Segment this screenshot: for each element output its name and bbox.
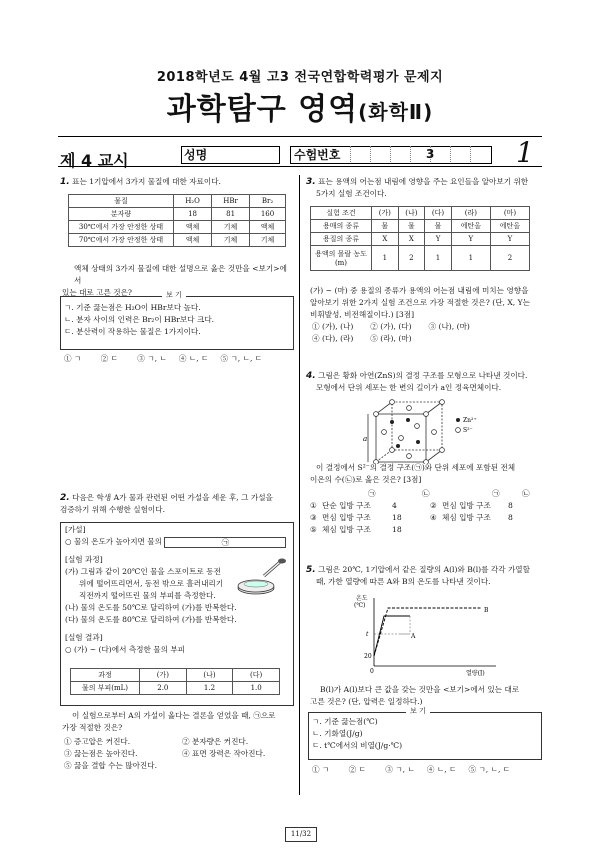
header-bottom-rule (58, 166, 542, 167)
q5-bogi-title: 보 기 (406, 706, 430, 716)
question-number: 1. (60, 177, 70, 187)
subject-name: (화학Ⅱ) (358, 100, 434, 124)
q1-choices[interactable]: ① ㄱ ② ㄷ ③ ㄱ, ㄴ ④ ㄴ, ㄷ ⑤ ㄱ, ㄴ, ㄷ (64, 354, 263, 363)
table-row: 용매의 종류 물 물 물 에탄올 에탄올 (311, 220, 530, 233)
question-2: 2. 다음은 학생 A가 물과 관련된 어떤 가설을 세운 후, 그 가설을 검증하기 위해 수행한 실험이다. (60, 493, 273, 514)
question-4: 4. 그림은 황화 아연(ZnS)의 결정 구조를 모형으로 나타낸 것이다. 모형에서 단위 세포는 한 변의 길이가 a인 정육면체이다. (306, 371, 528, 392)
q5-prompt: B(l)가 A(l)보다 큰 값을 갖는 것만을 <보기>에서 있는 대로 고른 것은? (단, 압력은 일정하다.) (310, 685, 520, 706)
svg-text:20: 20 (364, 653, 372, 660)
q1-table (68, 194, 286, 247)
zns-crystal-figure (362, 398, 488, 464)
q2-prompt: 이 실험으로부터 A의 가설이 옳다는 결론을 얻었을 때, ㉠으로 가장 적절한 것은? (62, 711, 276, 732)
question-1 (60, 176, 292, 188)
question-number: 5. (306, 565, 316, 575)
bogi-item: ㄴ. 기화열(J/g) (312, 729, 363, 738)
q3-prompt: (가) ~ (마) 중 용질의 종류가 용액의 어는점 내림에 미치는 영향을 알아보기 위한 2가지 실험 조건으로 가장 적절한 것은? (단, X, Y는 비휘발성, 비전해질이다.) [3점] (310, 286, 530, 319)
subject-title (0, 84, 600, 128)
q2-experiment: [가설] ○ 물의 온도가 높아지면 물의 ㉠ [실험 과정] (가) 그림과 같이 20℃인 물을 스포이트로 동전 위에 떨어뜨리면서, 동전 밖으로 흘러내리기 직전까지 떨어뜨린 물의 부피를 측정한다. (나) 물의 온도를 50℃로 달리하여 (가)를 반복한다. (다) 물의 온도를 80℃로 달리하여 (가)를 반복한다. [실험 결과] ○ (가) ~ (다)에서 측정한 물의 부피 (65, 524, 291, 656)
table-row: 분자량 18 81 160 (69, 208, 286, 221)
q4-prompt: 이 결정에서 S²⁻의 결정 구조(㉠)와 단위 세포에 포함된 전체 이온의 수(㉡)로 옳은 것은? [3점] (310, 463, 516, 484)
table-header: 실험 조건 (311, 207, 372, 220)
question-number: 3. (306, 177, 316, 187)
q2-choices[interactable]: ① 증고압은 커진다. ② 분자량은 커진다. ③ 끓는점은 높아진다. ④ 표면 장력은 작아진다. ⑤ 끓을 결합 수는 많아진다. (64, 737, 266, 770)
svg-text:0: 0 (370, 668, 374, 675)
period-label: 제 4 교시 (60, 151, 129, 170)
table-row: 용액의 몰랄 농도(m) 1 2 1 1 2 (311, 246, 530, 271)
legend-zn: Zn²⁺ (463, 417, 477, 424)
table-header: 물질 (69, 195, 174, 208)
table-header: (다) (233, 669, 280, 682)
table-row: 30℃에서 가장 안정한 상태 액체 기체 액체 (69, 221, 286, 234)
q1-bogi-list (64, 302, 290, 338)
bogi-item: ㄷ. 분산력이 작용하는 물질은 1가지이다. (64, 327, 201, 336)
table-row: 용질의 종류 X X Y Y Y (311, 233, 530, 246)
edge-label: a (363, 435, 368, 443)
exam-number-cells (350, 146, 490, 162)
question-5: 5. 그림은 20℃, 1기압에서 같은 질량의 A(l)와 B(l)를 각각 가열할 때, 가한 열량에 따른 A와 B의 온도를 나타낸 것이다. (306, 565, 530, 586)
bogi-item: ㄷ. t℃에서의 비열(J/g·℃) (312, 741, 403, 750)
page-number: 1 (516, 136, 534, 169)
subject-area: 과학탐구 영역 (166, 92, 359, 127)
column-divider (299, 175, 300, 795)
table-header: (나) (186, 669, 233, 682)
svg-text:(℃): (℃) (354, 602, 366, 609)
question-number: 4. (306, 371, 316, 381)
exam-number-label: 수험번호 (294, 148, 341, 162)
coin-dropper-figure (232, 558, 288, 598)
heating-curve-figure (354, 592, 504, 676)
table-row: 물의 부피(mL) 2.0 1.2 1.0 (71, 682, 280, 695)
table-row: 70℃에서 가장 안정한 상태 액체 기체 기체 (69, 234, 286, 247)
exam-title: 2018학년도 4월 고3 전국연합학력평가 문제지 (156, 70, 444, 85)
q2-result-table (70, 668, 280, 695)
exam-number-value: 3 (426, 147, 435, 161)
table-header: (가) (140, 669, 187, 682)
bogi-item: ㄴ. 분자 사이의 인력은 Br₂이 HBr보다 크다. (64, 315, 215, 324)
svg-text:t: t (366, 631, 369, 638)
table-header: HBr (212, 195, 250, 208)
legend-s: S²⁻ (463, 427, 473, 434)
name-label: 성명 (184, 148, 208, 162)
q4-choices[interactable]: ㉠ ㉡ ㉠ ㉡ ① 단순 입방 구조 4 ② 면심 입방 구조 8 ③ 면심 입방 구조 18 ④ 체심 입방 구조 8 ⑤ 체심 입방 구조 18 (310, 489, 530, 534)
bogi-item: ㄱ. 기준 끓는점(℃) (312, 717, 378, 726)
question-number: 2. (60, 493, 70, 503)
q1-bogi-title: 보 기 (162, 290, 186, 300)
table-header: 과정 (71, 669, 140, 682)
q5-bogi-list (312, 716, 538, 752)
svg-text:B: B (484, 607, 489, 614)
question-3: 3. 표는 용액의 어는점 내림에 영향을 주는 요인들을 알아보기 위한 5가지 실험 조건이다. (306, 177, 529, 198)
svg-text:A: A (411, 633, 416, 640)
question-stem: 표는 1기압에서 3가지 물질에 대한 자료이다. (72, 177, 221, 186)
q3-table: 실험 조건 (가) (나) (다) (라) (마) 용매의 종류 물 물 물 에탄올 에탄올 용질의 종류 X X Y Y Y 용액의 몰랄 농도(m) 1 2 1 1 2 (310, 206, 530, 271)
q3-choices[interactable]: ① (가), (나) ② (가), (다) ③ (나), (마) ④ (다), (라) ⑤ (라), (마) (312, 322, 470, 343)
q1-prompt: 액체 상태의 3가지 물질에 대한 설명으로 옳은 것만을 <보기>에서 있는 대로 고른 것은? (62, 264, 287, 297)
table-header: H₂O (174, 195, 212, 208)
table-header: Br₂ (250, 195, 286, 208)
header-rule (58, 136, 542, 137)
svg-text:열량(J): 열량(J) (466, 670, 485, 676)
bogi-item: ㄱ. 기준 끓는점은 H₂O이 HBr보다 높다. (64, 303, 201, 312)
svg-text:온도: 온도 (356, 595, 368, 602)
q5-choices[interactable]: ① ㄱ ② ㄷ ③ ㄱ, ㄴ ④ ㄴ, ㄷ ⑤ ㄱ, ㄴ, ㄷ (312, 765, 511, 774)
hypothesis-blank: ㉠ (164, 537, 286, 548)
page-footer: 11/32 (285, 827, 317, 842)
